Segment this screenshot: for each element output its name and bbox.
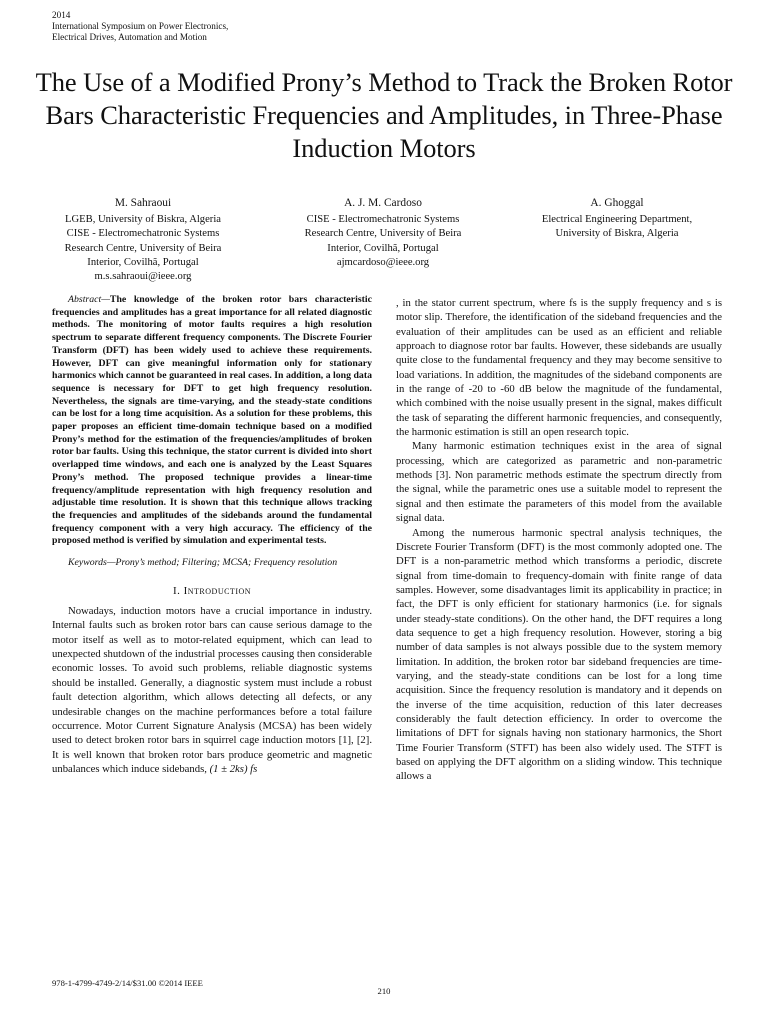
author-affiliation-line: LGEB, University of Biskra, Algeria xyxy=(65,214,221,225)
author-affiliation-line: CISE - Electromechatronic Systems xyxy=(66,228,220,240)
right-column xyxy=(396,296,722,784)
author-affiliation-line: University of Biskra, Algeria xyxy=(555,228,679,240)
conference-name-line1: International Symposium on Power Electronics, xyxy=(52,21,229,31)
abstract xyxy=(52,294,372,548)
keywords: Keywords—Prony’s method; Filtering; MCSA; Frequency resolution xyxy=(68,557,338,569)
author-affiliation-line: Electrical Engineering Department, xyxy=(541,214,693,225)
author-affiliation-line: Research Centre, University of Beira xyxy=(304,228,462,240)
author-affiliation-line: Research Centre, University of Beira xyxy=(64,242,222,254)
sideband-formula: (1 ± 2ks) fs xyxy=(209,762,258,775)
author-block-3 xyxy=(512,196,722,242)
left-column xyxy=(52,294,372,776)
paragraph: , in the stator current spectrum, where fs is the supply frequency and s is motor slip. Therefore, the identification of the sideband frequencies and the evaluation of their amplitudes can be used as an efficient and reliable approach to diagnose rotor bar faults. However, these sidebands are usually quite close to the fundamental frequency and they may become sensitive to load variations. In addition, the magnitudes of the sideband components are in the range of -20 to -60 dB below the magnitude of the fundamental, which combined with the noise usually present in the signal, makes difficult the task of separating the different harmonic frequencies, and consequently, the harmonic estimation is still an open research topic. xyxy=(396,297,722,439)
intro-text: Nowadays, induction motors have a crucial importance in industry. Internal faults such as broken rotor bars can cause serious damage to the motor itself as well as to motor-related equipment, which can lead to unexpected shutdown of the industrial processes causing then considerable economic losses. To avoid such problems, reliable diagnostic systems should be installed. Generally, a diagnostic system must include a robust fault detection algorithm, which allows detecting all defects, or any undesirable changes on the machine performances before a total failure occurrence. Motor Current Signature Analysis (MCSA) has been widely used to detect broken rotor bars in squirrel cage induction motors [1], [2]. It is well known that broken rotor bars produce geometric and magnetic unbalances which induce sidebands, xyxy=(52,605,372,775)
author-affiliation-line: CISE - Electromechatronic Systems xyxy=(306,214,460,225)
author-email: ajmcardoso@ieee.org xyxy=(336,256,430,268)
copyright-footer: 978-1-4799-4749-2/14/$31.00 ©2014 IEEE xyxy=(52,978,203,988)
section-heading: I. Introduction xyxy=(172,584,252,597)
author-name: M. Sahraoui xyxy=(114,197,172,209)
abstract-label: Abstract— xyxy=(68,294,110,305)
page-number: 210 xyxy=(377,986,391,996)
author-affiliation-line: Interior, Covilhã, Portugal xyxy=(327,242,439,254)
paragraph: Many harmonic estimation techniques exist in the area of signal processing, which are categorized as parametric and non-parametric methods [3]. Non parametric methods estimate the spectrum directly from the signal, while the parametric ones use a suitable model to represent the signal and then estimate the parameters of this model from the available signal data. xyxy=(396,440,722,525)
author-name: A. J. M. Cardoso xyxy=(344,197,422,209)
conference-year: 2014 xyxy=(52,10,71,20)
author-block-1 xyxy=(40,196,246,284)
conference-name-line2: Electrical Drives, Automation and Motion xyxy=(52,32,207,42)
conference-header xyxy=(52,10,228,43)
author-block-2 xyxy=(268,196,498,270)
intro-paragraph xyxy=(52,604,372,776)
abstract-text: The knowledge of the broken rotor bars characteristic frequencies and amplitudes has a great importance for all related diagnostic methods. The monitoring of motor faults requires a high resolution spectrum to separate different frequency components. The Discrete Fourier Transform (DFT) has been widely used to achieve these requirements. However, DFT can give meaningful information only for stationary harmonics which cannot be guaranteed in real cases. In addition, a long data sequence is necessary for DFT to get high frequency resolution. Nevertheless, the signals are time-varying, and the steady-state conditions can be lost for a long time acquisition. As a solution for these problems, this paper proposes an efficient time-domain technique based on a modified Prony’s method for the estimation of the frequencies/amplitudes of broken rotor bar faults. Using this technique, the stator current is divided into short overlapped time windows, and each one is analyzed by the Least Squares Prony’s method. The proposed technique provides a linear-time frequency/amplitude representation with high frequency resolution and adjustable time resolution. It is shown that this technique allows tracking the frequencies and amplitudes of the sidebands around the fundamental frequency component with a very high accuracy. The efficiency of the proposed method is verified by simulation and experimental tests. xyxy=(52,294,372,547)
author-affiliation-line: Interior, Covilhã, Portugal xyxy=(87,256,199,268)
author-name: A. Ghoggal xyxy=(590,197,644,209)
paragraph: Among the numerous harmonic spectral analysis techniques, the Discrete Fourier Transform (DFT) is the most commonly adopted one. The DFT is a non-parametric method which transforms a periodic, discrete signal from time-domain to frequency-domain with finite range of data samples. However, some disadvantages limit its applicability in practice; in fact, the DFT is only efficient for stationary harmonics (i.e. for signals under steady-state conditions). On the other hand, the DFT requires a long data sequence to get a high frequency resolution. However, storing a big number of data samples is not always possible due to the system memory limitation. In addition, the broken rotor bar sideband frequencies are time-varying, and the steady-state conditions can be lost for a long time acquisition. Since the frequency resolution is mandatory and it depends on the inverse of the time acquisition, reduction of this later decreases considerably the fault detection efficiency. In order to overcome the limitations of DFT for signals having non stationary harmonics, the Short Time Fourier Transform (STFT) has been also widely used. The STFT is based on applying the DFT algorithm on a sliding window. This technique allows a xyxy=(396,526,722,783)
paper-title: The Use of a Modified Prony’s Method to Track the Broken Rotor Bars Characteristic Frequencies and Amplitudes, in Three-Phase Induction Motors xyxy=(35,67,733,163)
author-email: m.s.sahraoui@ieee.org xyxy=(94,271,192,283)
